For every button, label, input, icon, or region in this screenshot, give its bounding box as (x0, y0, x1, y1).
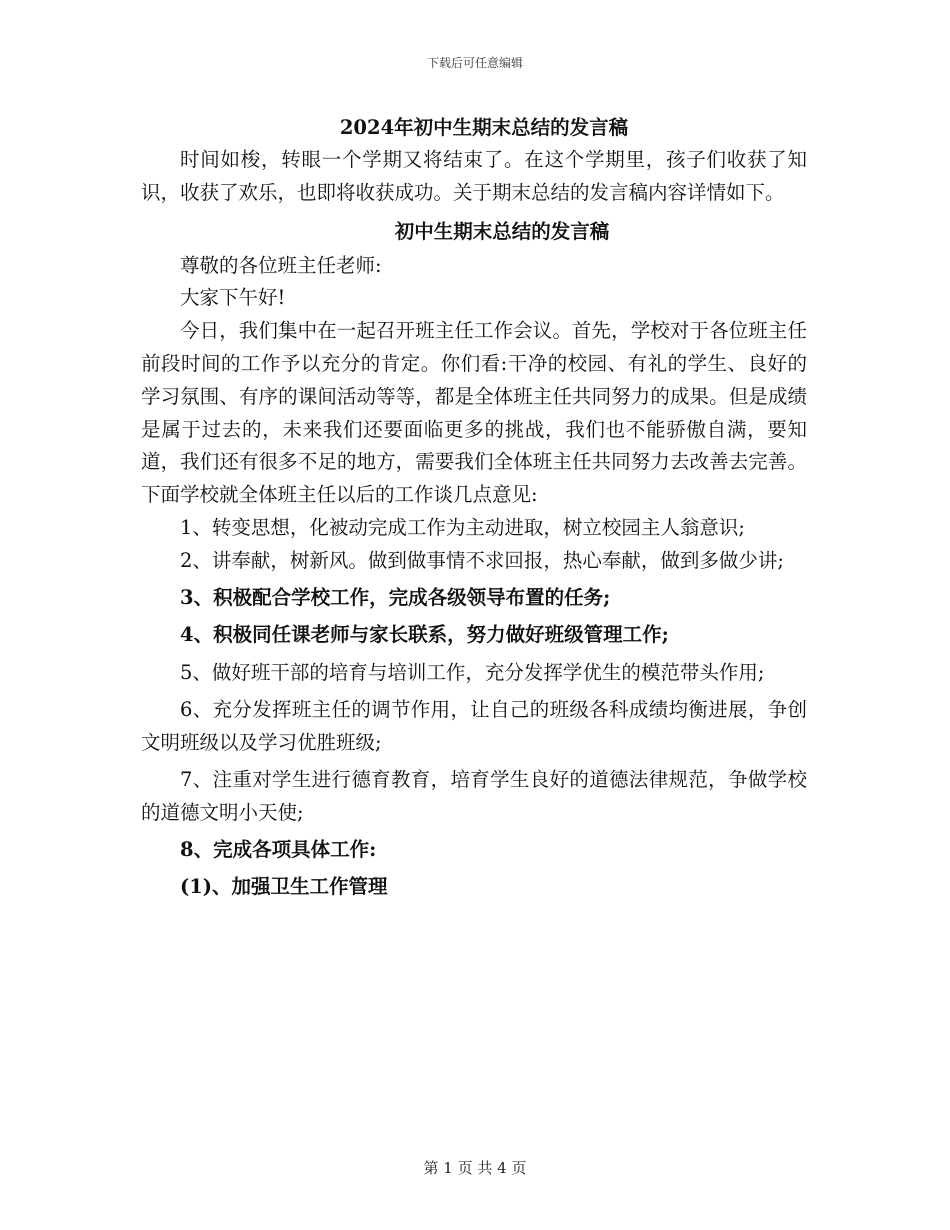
list-item: (1)、加强卫生工作管理 (180, 875, 388, 899)
body-paragraph: 今日，我们集中在一起召开班主任工作会议。首先，学校对于各位班主任前段时间的工作予以充分的肯定。你们看:干净的校园、有礼的学生、良好的学习氛围、有序的课间活动等等，都是全体班主任共同努力的成果。但是成绩是属于过去的，未来我们还要面临更多的挑战，我们也不能骄傲自满，要知道，我们还有很多不足的地方，需要我们全体班主任共同努力去改善去完善。下面学校就全体班主任以后的工作谈几点意见: (141, 319, 807, 507)
header-note: 下载后可任意编辑 (426, 56, 523, 70)
list-item: 5、做好班干部的培育与培训工作，充分发挥学优生的模范带头作用; (180, 660, 765, 684)
page-number: 第 1 页 共 4 页 (423, 1159, 527, 1177)
list-item: 8、完成各项具体工作: (180, 838, 377, 862)
document-title: 2024年初中生期末总结的发言稿 (339, 116, 629, 139)
document-body (141, 112, 807, 904)
list-item: 3、积极配合学校工作，完成各级领导布置的任务; (180, 586, 611, 610)
list-item: 4、积极同任课老师与家长联系，努力做好班级管理工作; (180, 623, 669, 647)
salutation: 尊敬的各位班主任老师: (180, 253, 382, 277)
list-item: 2、讲奉献，树新风。做到做事情不求回报，热心奉献，做到多做少讲; (180, 548, 784, 572)
speech-subtitle: 初中生期末总结的发言稿 (394, 219, 610, 243)
list-item: 6、充分发挥班主任的调节作用，让自己的班级各科成绩均衡进展，争创文明班级以及学习优胜班级; (141, 697, 807, 754)
list-item: 7、注重对学生进行德育教育，培育学生良好的道德法律规范，争做学校的道德文明小天使; (141, 768, 807, 824)
greeting: 大家下午好! (180, 286, 286, 310)
intro-paragraph: 时间如梭，转眼一个学期又将结束了。在这个学期里，孩子们收获了知识，收获了欢乐，也即将收获成功。关于期末总结的发言稿内容详情如下。 (141, 148, 807, 204)
list-item: 1、转变思想，化被动完成工作为主动进取，树立校园主人翁意识; (180, 515, 745, 539)
